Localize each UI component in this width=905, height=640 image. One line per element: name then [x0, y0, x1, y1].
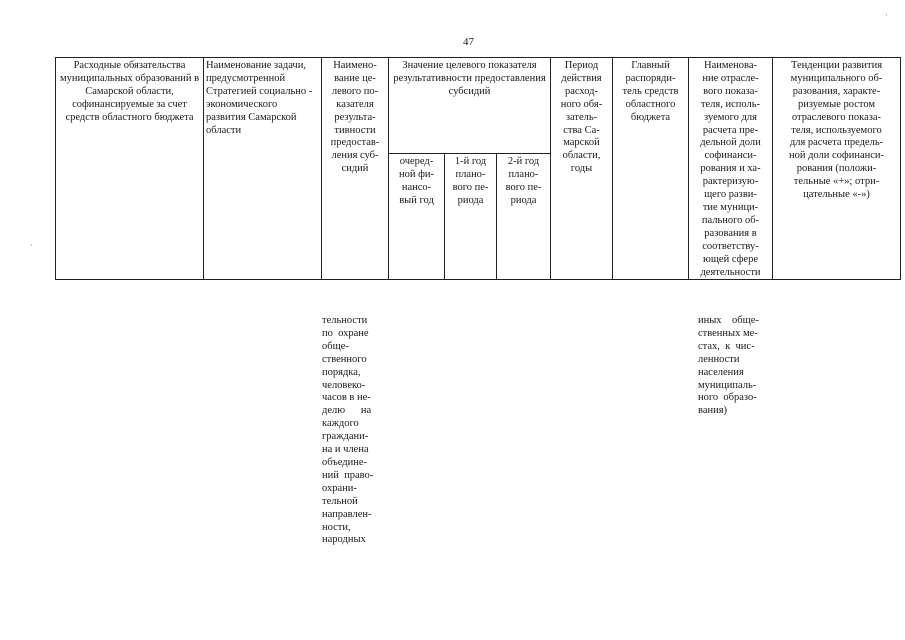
indicator-table-header: [55, 57, 901, 280]
col-task-header: Наименование задачи, предусмотренной Стратегией социально - экономического развития Самарской области: [204, 58, 322, 280]
col-sector-indicator-continuation: иных обще- ственных ме- стах, к чис- ленности населения муниципаль- ного образо- вания): [698, 315, 759, 417]
col-trends-header: Тенденции развития муниципального об- разования, характе- ризуемые ростом отраслевого показа- теля, используемого для расчета предель- ной доли софинанси- рования (положи- тельные «+»; отри- цательные «-»): [773, 58, 901, 280]
scan-speck: ·: [30, 240, 33, 250]
page-number: 47: [463, 36, 474, 48]
col-main-manager-header: Главный распоряди- тель средств областного бюджета: [613, 58, 689, 280]
col-current-year-header: очеред- ной фи- нансо- вый год: [389, 154, 445, 280]
col-obligations-header: Расходные обязательства муниципальных образований в Самарской области, софинансируемые за счет средств областного бюджета: [56, 58, 204, 280]
col-target-indicator-continuation: тельности по охране обще- ственного порядка, человеко- часов в не- делю на каждого граждани- на и члена объедине- ний право- охрани- тельной направлен- ности, народных: [322, 315, 374, 546]
col-plan-year-1-header: 1-й год плано- вого пе- риода: [445, 154, 497, 280]
col-target-values-group-header: Значение целевого показателя результативности предоставления субсидий: [389, 58, 551, 154]
col-target-indicator-header: Наимено- вание це- левого по- казателя результа- тивности предостав- ления суб- сидий: [322, 58, 389, 280]
scan-speck: ·: [885, 10, 888, 20]
col-sector-indicator-header: Наименова- ние отрасле- вого показа- теля, исполь- зуемого для расчета пре- дельной доли софинанси- рования и ха- рактеризую- щего разви- тие муници- пального об- разования в соответству- ющей сфере деятельности: [689, 58, 773, 280]
col-plan-year-2-header: 2-й год плано- вого пе- риода: [497, 154, 551, 280]
col-period-header: Период действия расход- ного обя- затель- ства Са- марской области, годы: [551, 58, 613, 280]
